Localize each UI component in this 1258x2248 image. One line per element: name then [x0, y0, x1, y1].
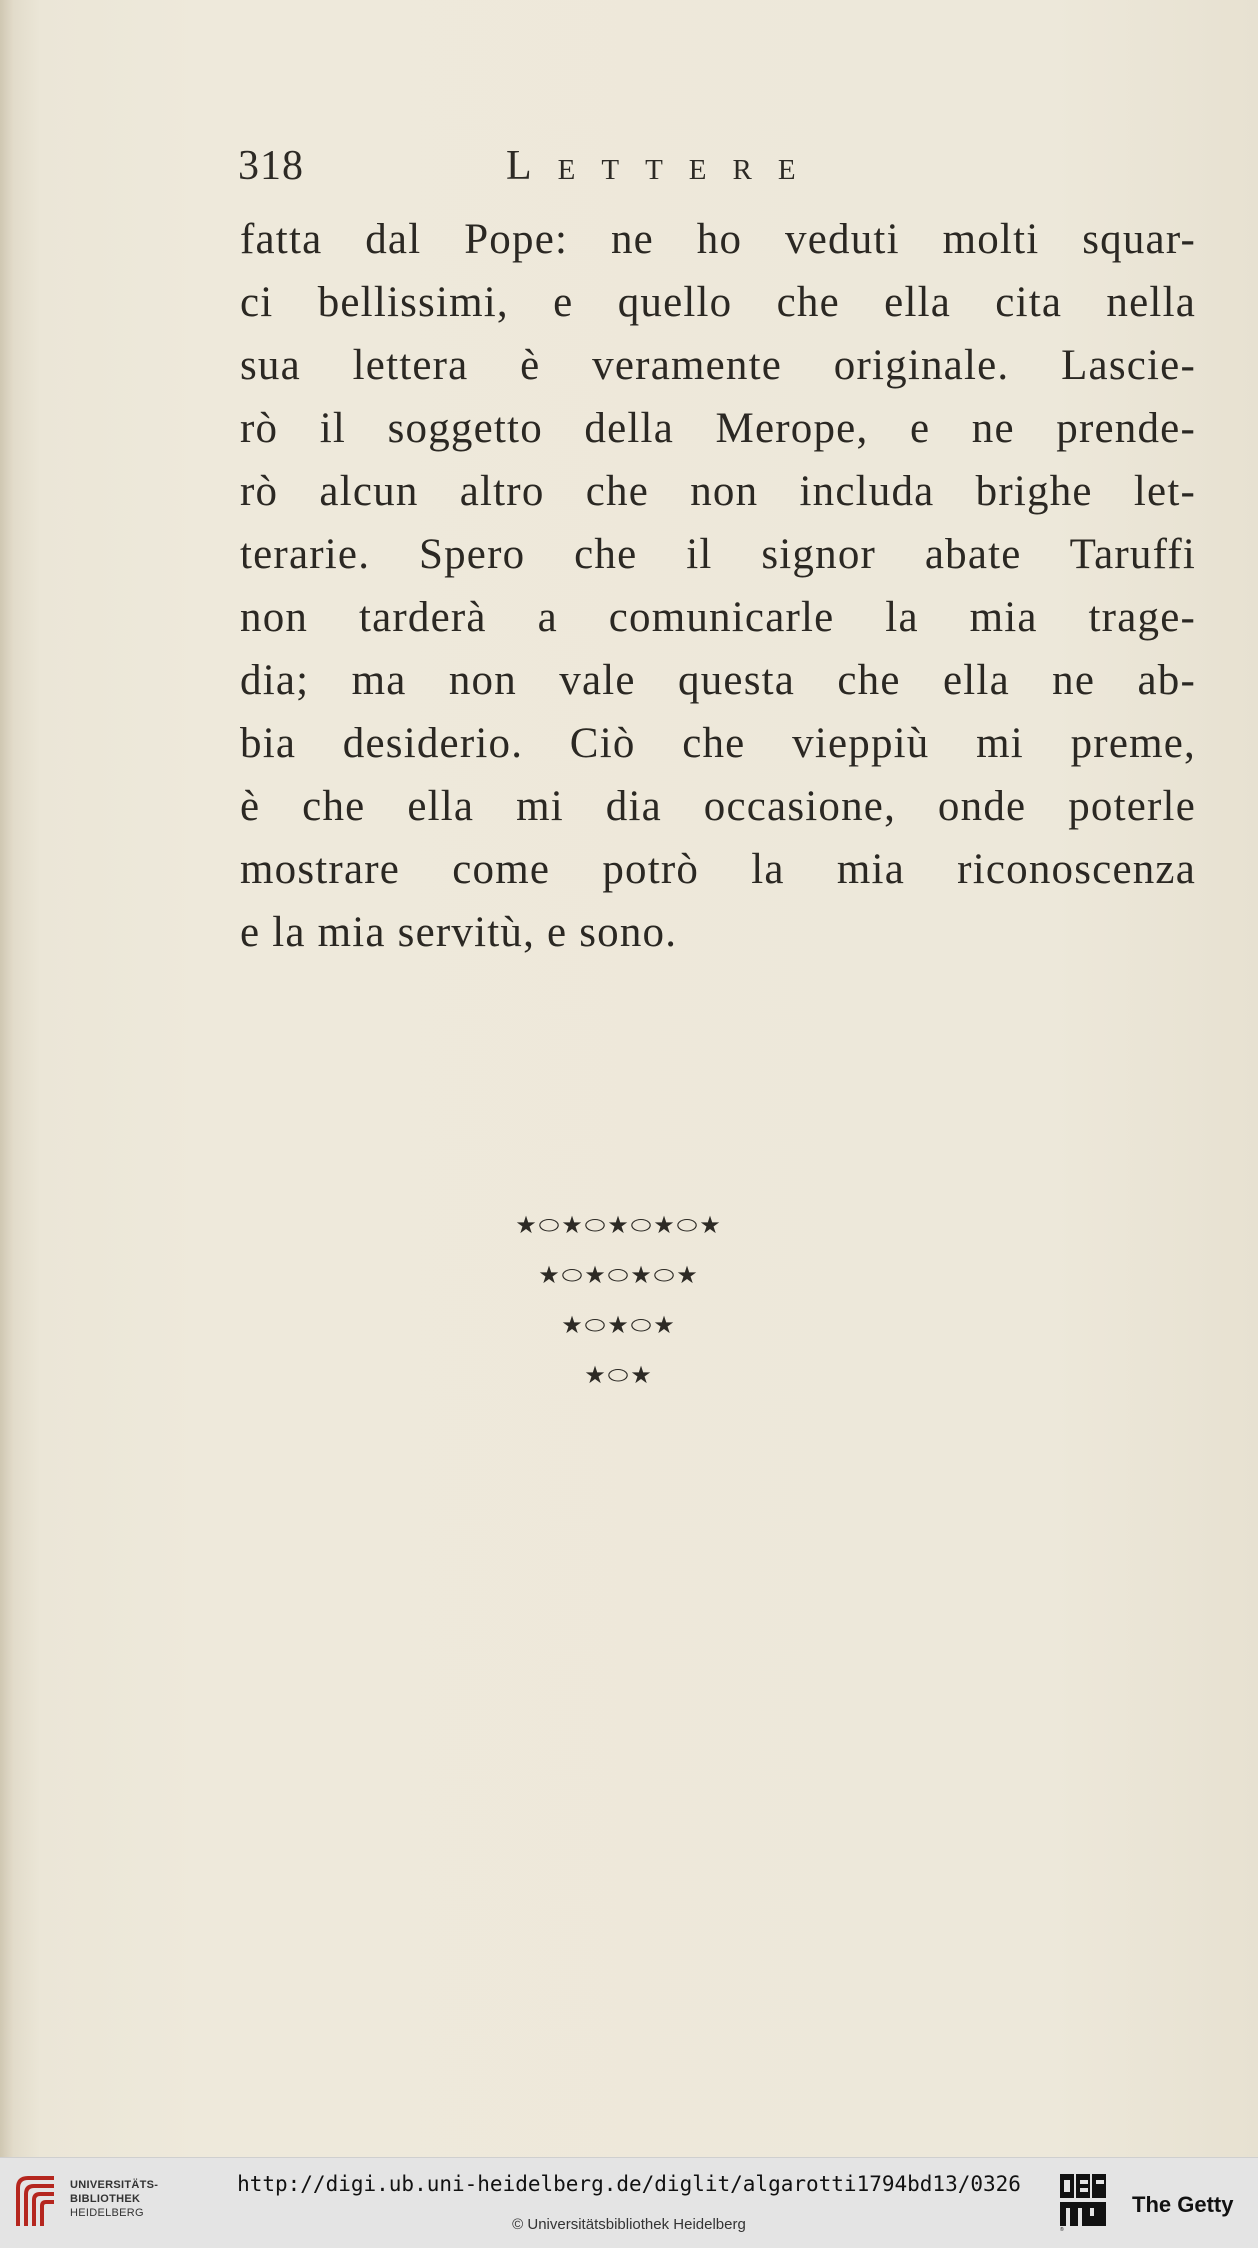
getty-mark-icon [1058, 2172, 1110, 2232]
running-head-title: Lettere [506, 143, 822, 189]
copyright-notice: © Universitätsbibliothek Heidelberg [512, 2216, 746, 2233]
text-line: dia; ma non vale questa che ella ne ab- [240, 657, 1196, 704]
getty-logo[interactable] [1058, 2172, 1248, 2234]
library-name-line2: BIBLIOTHEK [70, 2193, 141, 2205]
running-head [238, 142, 938, 202]
text-line: bia desiderio. Ciò che vieppiù mi preme, [240, 720, 1196, 767]
page-number: 318 [238, 143, 304, 189]
page-edge-shadow [0, 0, 14, 2157]
library-name-line1: UNIVERSITÄTS- [70, 2179, 159, 2191]
permalink-url[interactable]: http://digi.ub.uni-heidelberg.de/diglit/algarotti1794bd13/0326 [237, 2172, 1021, 2196]
text-line: rò alcun altro che non includa brighe let- [240, 468, 1196, 515]
text-line: sua lettera è veramente originale. Lascie- [240, 342, 1196, 389]
text-line: rò il soggetto della Merope, e ne prende- [240, 405, 1196, 452]
text-line: è che ella mi dia occasione, onde poterle [240, 783, 1196, 830]
svg-text:®: ® [1060, 2227, 1064, 2232]
partner-name: The Getty [1132, 2192, 1234, 2217]
ornament-row: ★⬭★ [584, 1361, 654, 1389]
text-line: mostrare come potrò la mia riconoscenza [240, 846, 1196, 893]
text-line: ci bellissimi, e quello che ella cita nella [240, 279, 1196, 326]
text-line: fatta dal Pope: ne ho veduti molti squar- [240, 216, 1196, 263]
tailpiece-ornament [0, 1200, 1258, 1400]
text-line-last: e la mia servitù, e sono. [240, 909, 678, 956]
body-text [240, 208, 1196, 964]
library-name-line3: HEIDELBERG [70, 2207, 144, 2219]
ornament-row: ★⬭★⬭★⬭★⬭★ [515, 1211, 723, 1239]
text-line: terarie. Spero che il signor abate Taruffi [240, 531, 1196, 578]
text-line: non tarderà a comunicarle la mia trage- [240, 594, 1196, 641]
ornament-row: ★⬭★⬭★ [561, 1311, 677, 1339]
footer-bar [0, 2157, 1258, 2248]
ornament-row: ★⬭★⬭★⬭★ [538, 1261, 700, 1289]
